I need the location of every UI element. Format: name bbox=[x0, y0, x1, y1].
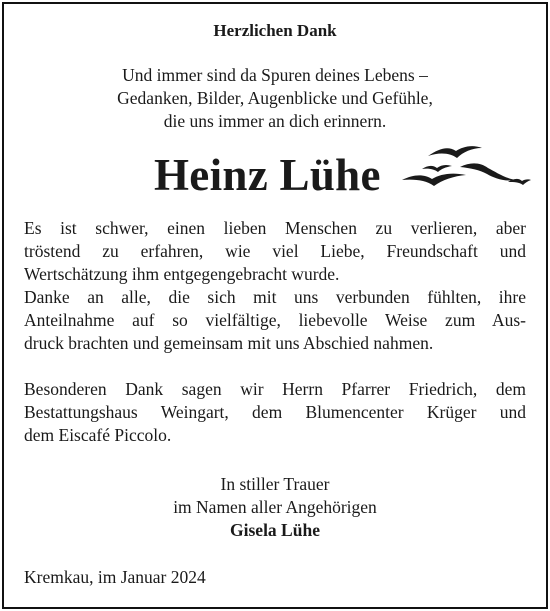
paragraph-line: Es ist schwer, einen lieben Menschen zu verlieren, aber bbox=[24, 218, 526, 238]
signoff-line: In stiller Trauer bbox=[220, 474, 330, 494]
paragraph-thanks-all bbox=[24, 286, 526, 355]
paragraph-line: Anteilnahme auf so vielfältige, liebevolle Weise zum Aus- bbox=[24, 310, 526, 330]
place-and-date: Kremkau, im Januar 2024 bbox=[24, 567, 206, 587]
paragraph-line: Bestattungshaus Weingart, dem Blumencenter Krüger und bbox=[24, 402, 526, 422]
paragraph-line: dem Eiscafé Piccolo. bbox=[24, 425, 172, 445]
paragraph-special-thanks bbox=[24, 378, 526, 447]
notice-heading: Herzlichen Dank bbox=[213, 21, 337, 40]
paragraph-line: druck brachten und gemeinsam mit uns Abschied nahmen. bbox=[24, 333, 434, 353]
paragraph-gratitude bbox=[24, 217, 526, 286]
paragraph-line: Danke an alle, die sich mit uns verbunden fühlten, ihre bbox=[24, 287, 526, 307]
deceased-name: Heinz Lühe bbox=[154, 150, 381, 200]
verse-line: Gedanken, Bilder, Augenblicke und Gefühle, bbox=[117, 88, 433, 108]
signoff-line: im Namen aller Angehörigen bbox=[173, 497, 377, 517]
paragraph-line: Wertschätzung ihm entgegengebracht wurde. bbox=[24, 264, 340, 284]
paragraph-line: tröstend zu erfahren, wie viel Liebe, Freundschaft und bbox=[24, 241, 526, 261]
signer-name: Gisela Lühe bbox=[230, 520, 320, 540]
verse-line: die uns immer an dich erinnern. bbox=[163, 111, 387, 131]
paragraph-line: Besonderen Dank sagen wir Herrn Pfarrer Friedrich, dem bbox=[24, 379, 526, 399]
memorial-verse bbox=[0, 64, 550, 133]
signoff-block bbox=[0, 473, 550, 542]
verse-line: Und immer sind da Spuren deines Lebens – bbox=[122, 65, 428, 85]
flying-birds-icon bbox=[400, 138, 532, 194]
